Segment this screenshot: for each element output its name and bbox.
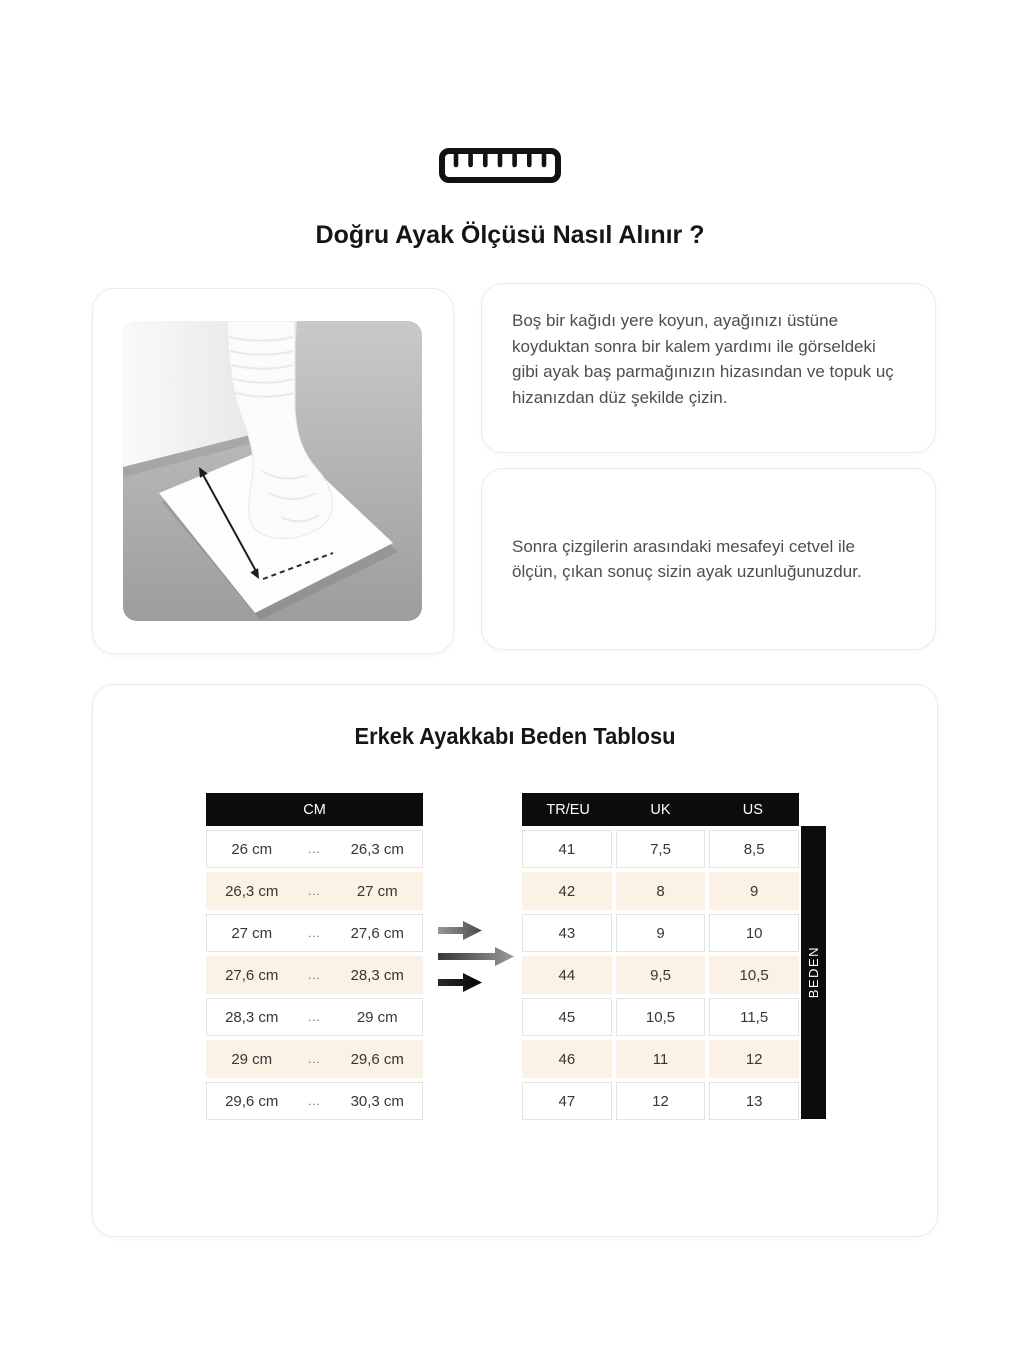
cm-from: 29 cm (231, 1050, 273, 1068)
beden-side-label (801, 826, 826, 1119)
size-cell: 9 (616, 914, 706, 952)
dots: ... (307, 1010, 321, 1024)
table-row (522, 1040, 799, 1078)
size-cell: 9 (709, 872, 799, 910)
transfer-arrows-icon (436, 919, 518, 995)
dots: ... (307, 968, 321, 982)
size-cell: 10,5 (709, 956, 799, 994)
table-row (206, 1082, 423, 1120)
cm-table-body (206, 830, 423, 1120)
table-row (206, 830, 423, 868)
size-table-header (522, 793, 799, 826)
cm-table-header: CM (206, 793, 423, 826)
size-cell: 46 (522, 1040, 612, 1078)
cm-from: 28,3 cm (225, 1008, 279, 1026)
dots: ... (307, 842, 321, 856)
instruction-step-1-text: Boş bir kağıdı yere koyun, ayağınızı üstüne koyduktan sonra bir kalem yardımı ile görseldeki gibi ayak baş parmağınızın hizasından ve topuk uç hizanızdan düz şekilde çizin. (512, 311, 894, 407)
instruction-step-1 (481, 283, 936, 453)
size-cell: 10 (709, 914, 799, 952)
cm-to: 30,3 cm (350, 1092, 404, 1110)
page-title: Doğru Ayak Ölçüsü Nasıl Alınır ? (315, 221, 705, 249)
ruler-icon (438, 147, 562, 185)
table-row (522, 872, 799, 910)
size-cell: 43 (522, 914, 612, 952)
table-row (206, 914, 423, 952)
cm-from: 29,6 cm (225, 1092, 279, 1110)
cm-table (206, 793, 423, 1124)
size-cell: 12 (709, 1040, 799, 1078)
size-cell: 42 (522, 872, 612, 910)
size-cell: 10,5 (616, 998, 706, 1036)
size-cell: 41 (522, 830, 612, 868)
cm-from: 27 cm (231, 924, 273, 942)
size-cell: 47 (522, 1082, 612, 1120)
column-header: UK (650, 801, 671, 818)
column-header: US (742, 801, 763, 818)
dots: ... (307, 1094, 321, 1108)
size-cell: 8,5 (709, 830, 799, 868)
cm-to: 29 cm (356, 1008, 398, 1026)
cm-to: 29,6 cm (350, 1050, 404, 1068)
table-row (206, 998, 423, 1036)
size-cell: 9,5 (616, 956, 706, 994)
cm-from: 26,3 cm (225, 882, 279, 900)
table-row (522, 1082, 799, 1120)
size-cell: 13 (709, 1082, 799, 1120)
size-table-body (522, 830, 799, 1120)
size-cell: 45 (522, 998, 612, 1036)
table-row (522, 998, 799, 1036)
instruction-step-2 (481, 468, 936, 650)
foot-measurement-photo (123, 321, 422, 621)
column-header: TR/EU (546, 801, 590, 818)
cm-from: 27,6 cm (225, 966, 279, 984)
table-row (206, 956, 423, 994)
size-cell: 11 (616, 1040, 706, 1078)
table-row (522, 956, 799, 994)
cm-to: 27 cm (356, 882, 398, 900)
size-cell: 7,5 (616, 830, 706, 868)
cm-from: 26 cm (231, 840, 273, 858)
cm-to: 27,6 cm (350, 924, 404, 942)
size-chart-card (92, 684, 938, 1237)
dots: ... (307, 884, 321, 898)
measurement-photo-card (92, 288, 454, 654)
size-cell: 44 (522, 956, 612, 994)
cm-to: 26,3 cm (350, 840, 404, 858)
cm-to: 28,3 cm (350, 966, 404, 984)
instruction-step-2-text: Sonra çizgilerin arasındaki mesafeyi cetvel ile ölçün, çıkan sonuç sizin ayak uzunluğunuzdur. (512, 536, 862, 581)
beden-label-text: BEDEN (806, 946, 821, 999)
dots: ... (307, 926, 321, 940)
table-row (522, 914, 799, 952)
table-row (206, 1040, 423, 1078)
size-chart-title: Erkek Ayakkabı Beden Tablosu (354, 723, 676, 749)
dots: ... (307, 1052, 321, 1066)
size-cell: 11,5 (709, 998, 799, 1036)
size-cell: 8 (616, 872, 706, 910)
table-row (206, 872, 423, 910)
international-size-table (522, 793, 799, 1124)
table-row (522, 830, 799, 868)
size-cell: 12 (616, 1082, 706, 1120)
